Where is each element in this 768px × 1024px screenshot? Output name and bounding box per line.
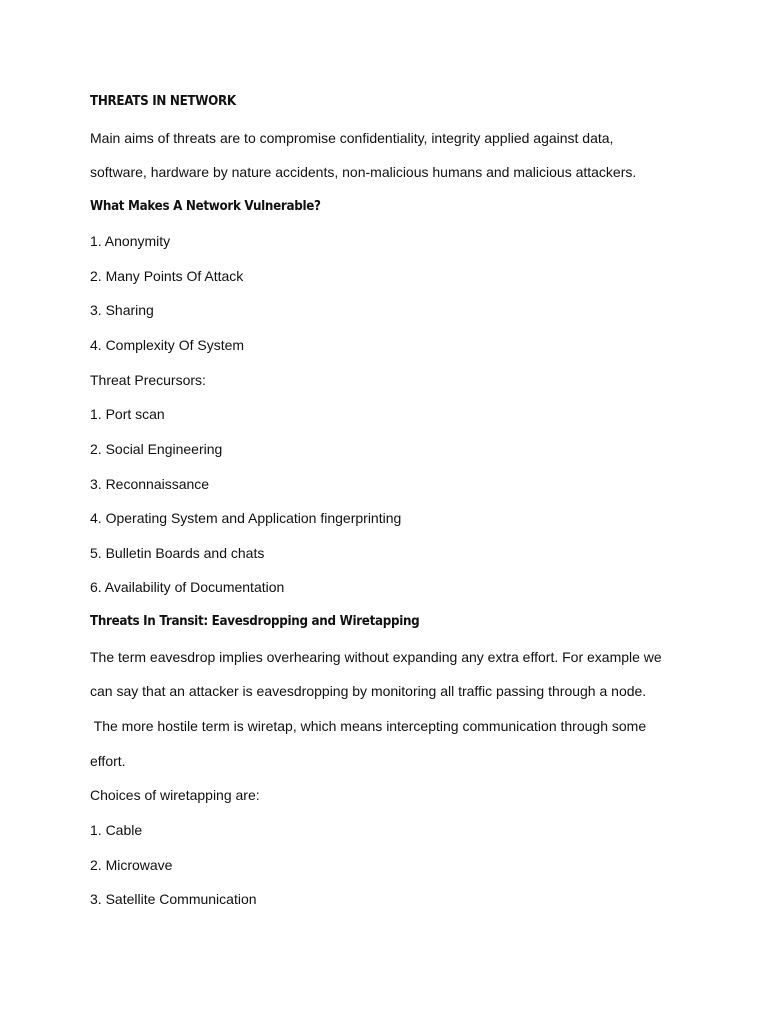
intro-paragraph-line: Main aims of threats are to compromise confidentiality, integrity applied against data,	[90, 130, 614, 146]
list-item: 5. Bulletin Boards and chats	[90, 545, 265, 561]
list-item: 1. Anonymity	[90, 233, 171, 249]
list-item: 3. Satellite Communication	[90, 891, 257, 907]
transit-paragraph-line: can say that an attacker is eavesdropping by monitoring all traffic passing through a node.	[90, 683, 647, 699]
transit-paragraph-line: The more hostile term is wiretap, which means intercepting communication through some	[90, 718, 647, 734]
list-item: 6. Availability of Documentation	[90, 579, 285, 595]
list-item: 3. Sharing	[90, 302, 154, 318]
list-item: 1. Cable	[90, 822, 143, 838]
list-item: 2. Many Points Of Attack	[90, 268, 244, 284]
wiretapping-choices-label: Choices of wiretapping are:	[90, 787, 260, 803]
document-title: THREATS IN NETWORK	[90, 94, 236, 109]
list-item: 4. Operating System and Application fingerprinting	[90, 510, 402, 526]
list-item: 1. Port scan	[90, 406, 165, 422]
section-heading-vulnerable: What Makes A Network Vulnerable?	[90, 199, 321, 214]
transit-paragraph-line: The term eavesdrop implies overhearing without expanding any extra effort. For example we	[90, 649, 662, 665]
list-item: 3. Reconnaissance	[90, 476, 210, 492]
list-item: 2. Social Engineering	[90, 441, 223, 457]
list-item: 4. Complexity Of System	[90, 337, 245, 353]
intro-paragraph-line: software, hardware by nature accidents, non-malicious humans and malicious attackers.	[90, 164, 637, 180]
list-item: 2. Microwave	[90, 857, 173, 873]
threat-precursors-label: Threat Precursors:	[90, 372, 206, 388]
transit-paragraph-line: effort.	[90, 753, 126, 769]
section-heading-transit: Threats In Transit: Eavesdropping and Wiretapping	[90, 614, 420, 629]
